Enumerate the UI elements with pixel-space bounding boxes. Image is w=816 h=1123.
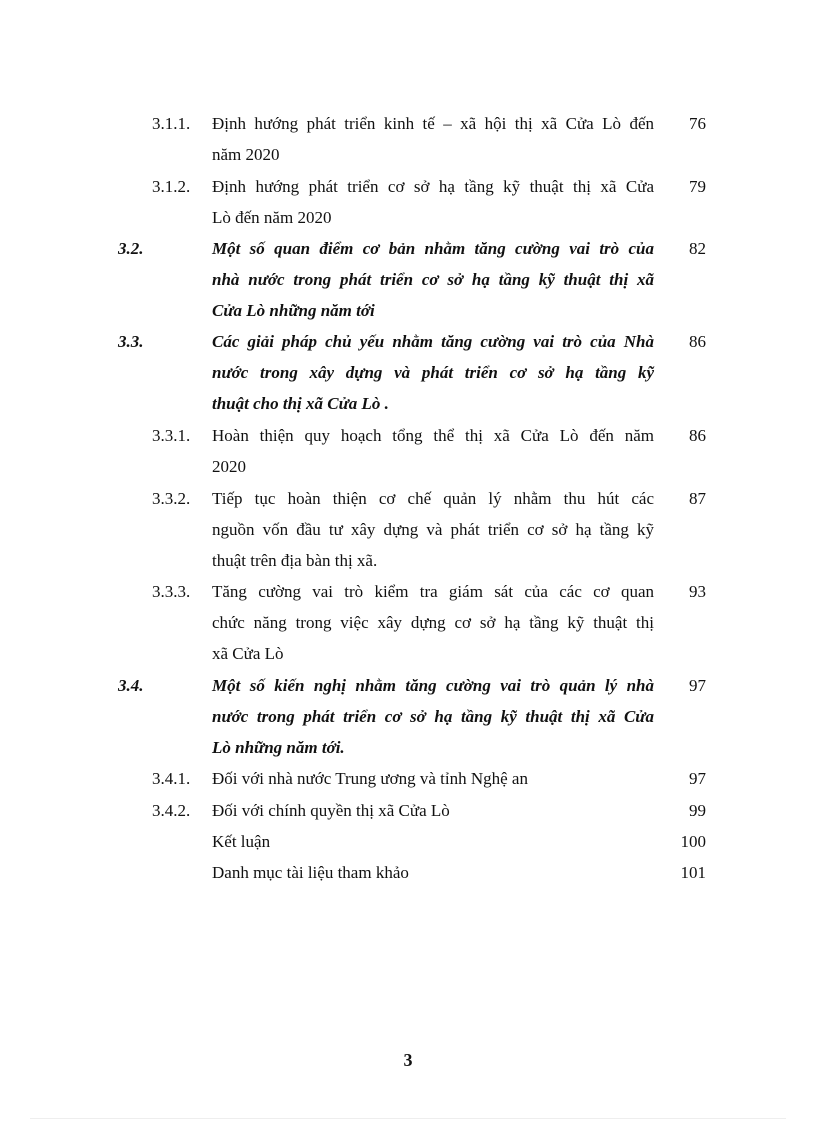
toc-entry-page: 101 <box>680 863 706 882</box>
toc-entry-title <box>212 171 654 233</box>
page-number: 3 <box>403 1050 413 1070</box>
toc-entry-title-line: Đối với chính quyền thị xã Cửa Lò <box>212 801 450 820</box>
toc-entry-page: 97 <box>689 769 706 788</box>
toc-entry-title-line: năm 2020 <box>212 145 280 164</box>
toc-entry <box>0 857 816 888</box>
toc-entry-title-line: Đối với nhà nước Trung ương và tỉnh Nghệ an <box>212 769 528 788</box>
toc-entry-title-line: Kết luận <box>212 832 271 851</box>
toc-entry-title-line: Các giải pháp chủ yếu nhằm tăng cường vai trò của Nhà <box>212 332 654 351</box>
toc-entry <box>0 576 816 669</box>
toc-entry <box>0 233 816 326</box>
toc-entry-number: 3.3.1. <box>152 426 191 445</box>
toc-entry-page: 99 <box>689 801 706 820</box>
toc-entry-title <box>212 576 654 669</box>
toc-entry-title-line: Lò những năm tới. <box>212 738 345 757</box>
toc-entry-number: 3.3.2. <box>152 489 191 508</box>
toc-entry <box>0 483 816 576</box>
toc-entry-number: 3.4. <box>118 676 144 695</box>
toc-entry-title-line: nước trong phát triển cơ sở hạ tầng kỹ thuật thị xã Cửa <box>212 707 654 726</box>
toc-entry-page: 97 <box>689 676 706 695</box>
toc-entry <box>0 171 816 233</box>
toc-entry-title <box>212 763 654 794</box>
toc-entry-title-line: Danh mục tài liệu tham khảo <box>212 863 409 882</box>
toc-entry-title-line: Định hướng phát triển cơ sở hạ tầng kỹ thuật thị xã Cửa <box>212 177 654 196</box>
toc-entry-number: 3.1.2. <box>152 177 191 196</box>
toc-entry-title-line: chức năng trong việc xây dựng cơ sở hạ tầng kỹ thuật thị <box>212 613 654 632</box>
toc-entry-title-line: Một số kiến nghị nhằm tăng cường vai trò quản lý nhà <box>212 676 654 695</box>
toc-entry-title <box>212 795 654 826</box>
toc-entry <box>0 795 816 826</box>
toc-entry-title-line: thuật trên địa bàn thị xã. <box>212 551 378 570</box>
toc-entry-number: 3.1.1. <box>152 114 191 133</box>
toc-entry-title-line: Tăng cường vai trò kiểm tra giám sát của các cơ quan <box>212 582 654 601</box>
toc-entry <box>0 826 816 857</box>
toc-entry-title-line: Lò đến năm 2020 <box>212 208 332 227</box>
toc-entry <box>0 326 816 419</box>
toc-entry <box>0 420 816 482</box>
toc-entry-title-line: xã Cửa Lò <box>212 644 284 663</box>
toc-entry-page: 100 <box>680 832 706 851</box>
toc-entry-number: 3.4.2. <box>152 801 191 820</box>
toc-entry-page: 87 <box>689 489 706 508</box>
toc-entry-title <box>212 326 654 419</box>
toc-entry-title <box>212 233 654 326</box>
toc-entry-title-line: Cửa Lò những năm tới <box>212 301 375 320</box>
toc-entry-title <box>212 670 654 763</box>
toc-entry-number: 3.2. <box>118 239 144 258</box>
toc-entry-page: 86 <box>689 332 706 351</box>
toc-entry-title-line: Một số quan điểm cơ bản nhằm tăng cường vai trò của <box>212 239 654 258</box>
toc-entry-title <box>212 826 654 857</box>
toc-entry-title-line: nguồn vốn đầu tư xây dựng và phát triển cơ sở hạ tầng kỹ <box>212 520 654 539</box>
toc-entry-number: 3.3.3. <box>152 582 191 601</box>
toc-entry <box>0 670 816 763</box>
toc-entry-title-line: 2020 <box>212 457 246 476</box>
toc-entry <box>0 763 816 794</box>
toc-entry-number: 3.3. <box>118 332 144 351</box>
toc-entry-title-line: nhà nước trong phát triển cơ sở hạ tầng kỹ thuật thị xã <box>212 270 654 289</box>
toc-entry-title-line: thuật cho thị xã Cửa Lò . <box>212 394 389 413</box>
toc-entry <box>0 108 816 170</box>
toc-entry-page: 93 <box>689 582 706 601</box>
toc-entry-number: 3.4.1. <box>152 769 191 788</box>
toc-entry-page: 82 <box>689 239 706 258</box>
toc-entry-title <box>212 483 654 576</box>
toc-entry-page: 76 <box>689 114 706 133</box>
toc-entry-page: 79 <box>689 177 706 196</box>
toc-entry-title-line: Định hướng phát triển kinh tế – xã hội thị xã Cửa Lò đến <box>212 114 654 133</box>
toc-entry-title <box>212 857 654 888</box>
toc-entry-title-line: Hoàn thiện quy hoạch tổng thể thị xã Cửa Lò đến năm <box>212 426 654 445</box>
toc-entry-title-line: Tiếp tục hoàn thiện cơ chế quản lý nhằm thu hút các <box>212 489 654 508</box>
toc-entry-title <box>212 108 654 170</box>
toc-entry-title <box>212 420 654 482</box>
toc-entry-title-line: nước trong xây dựng và phát triển cơ sở hạ tầng kỹ <box>212 363 654 382</box>
page-bottom-edge <box>30 1118 786 1119</box>
toc-entry-page: 86 <box>689 426 706 445</box>
